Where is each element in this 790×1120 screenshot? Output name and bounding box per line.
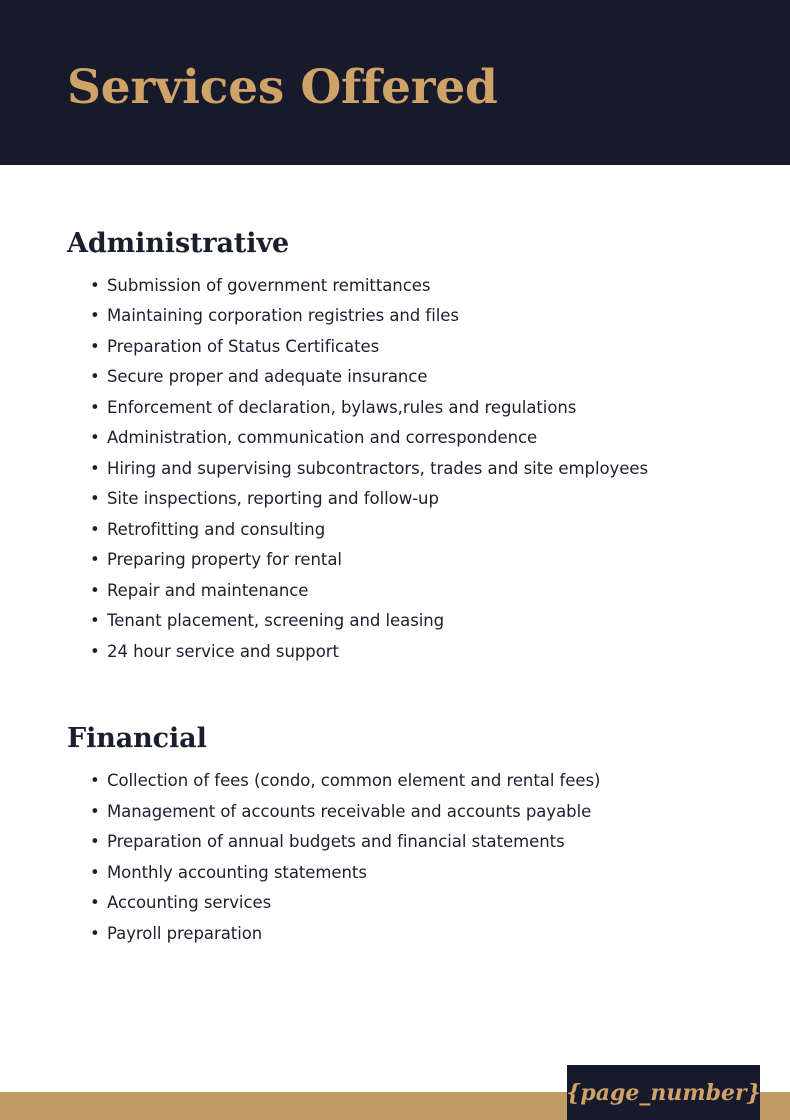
list-item	[0, 545, 790, 576]
bullet-icon: •	[90, 580, 100, 600]
list-item-label: Preparation of Status Certificates	[107, 336, 380, 356]
list-item	[0, 423, 790, 454]
bullet-icon: •	[90, 801, 100, 821]
list-item-label: Preparing property for rental	[107, 550, 342, 570]
list-item	[0, 888, 790, 919]
list-item	[0, 332, 790, 363]
bullet-icon: •	[90, 519, 100, 539]
list-item	[0, 271, 790, 302]
bullet-icon: •	[90, 611, 100, 631]
bullet-icon: •	[90, 275, 100, 295]
services-list-financial	[0, 766, 790, 949]
list-item-label: Administration, communication and correspondence	[107, 428, 538, 448]
section-financial	[0, 722, 790, 949]
list-item	[0, 827, 790, 858]
list-item	[0, 858, 790, 889]
list-item-label: Monthly accounting statements	[107, 862, 367, 882]
bullet-icon: •	[90, 923, 100, 943]
list-item-label: Collection of fees (condo, common element and rental fees)	[107, 771, 601, 790]
list-item	[0, 606, 790, 637]
bullet-icon: •	[90, 336, 100, 356]
page-number-badge	[567, 1065, 760, 1120]
list-item-label: Management of accounts receivable and accounts payable	[107, 801, 592, 821]
services-list-administrative	[0, 271, 790, 668]
bullet-icon: •	[90, 397, 100, 417]
document-content	[0, 165, 790, 949]
section-heading-financial: Financial	[67, 723, 207, 755]
list-item-label: 24 hour service and support	[107, 641, 339, 661]
list-item-label: Hiring and supervising subcontractors, trades and site employees	[107, 458, 649, 478]
section-heading-administrative: Administrative	[67, 228, 290, 259]
list-item-label: Secure proper and adequate insurance	[107, 367, 428, 387]
list-item	[0, 576, 790, 607]
bullet-icon: •	[90, 428, 100, 448]
section-administrative	[0, 227, 790, 667]
bullet-icon: •	[90, 489, 100, 509]
list-item	[0, 301, 790, 332]
bullet-icon: •	[90, 550, 100, 570]
bullet-icon: •	[90, 893, 100, 912]
list-item	[0, 766, 790, 797]
list-item-label: Maintaining corporation registries and files	[107, 306, 459, 326]
list-item	[0, 362, 790, 393]
list-item	[0, 454, 790, 485]
list-item-label: Enforcement of declaration, bylaws,rules and regulations	[107, 397, 577, 417]
list-item-label: Accounting services	[107, 893, 272, 912]
bullet-icon: •	[90, 771, 100, 790]
list-item-label: Retrofitting and consulting	[107, 519, 326, 539]
list-item-label: Repair and maintenance	[107, 580, 309, 600]
bullet-icon: •	[90, 862, 100, 882]
list-item-label: Tenant placement, screening and leasing	[107, 611, 445, 631]
list-item	[0, 637, 790, 668]
page-title: Services Offered	[67, 60, 498, 115]
page-number-text: {page_number}	[566, 1079, 761, 1106]
bullet-icon: •	[90, 641, 100, 661]
list-item	[0, 393, 790, 424]
bullet-icon: •	[90, 458, 100, 478]
list-item-label: Preparation of annual budgets and financial statements	[107, 832, 565, 851]
list-item-label: Site inspections, reporting and follow-up	[107, 489, 439, 509]
bullet-icon: •	[90, 367, 100, 387]
list-item-label: Submission of government remittances	[107, 275, 431, 295]
list-item	[0, 484, 790, 515]
list-item-label: Payroll preparation	[107, 923, 263, 943]
bullet-icon: •	[90, 832, 100, 851]
bullet-icon: •	[90, 306, 100, 326]
list-item	[0, 797, 790, 828]
list-item	[0, 515, 790, 546]
header-banner	[0, 0, 790, 165]
list-item	[0, 919, 790, 950]
